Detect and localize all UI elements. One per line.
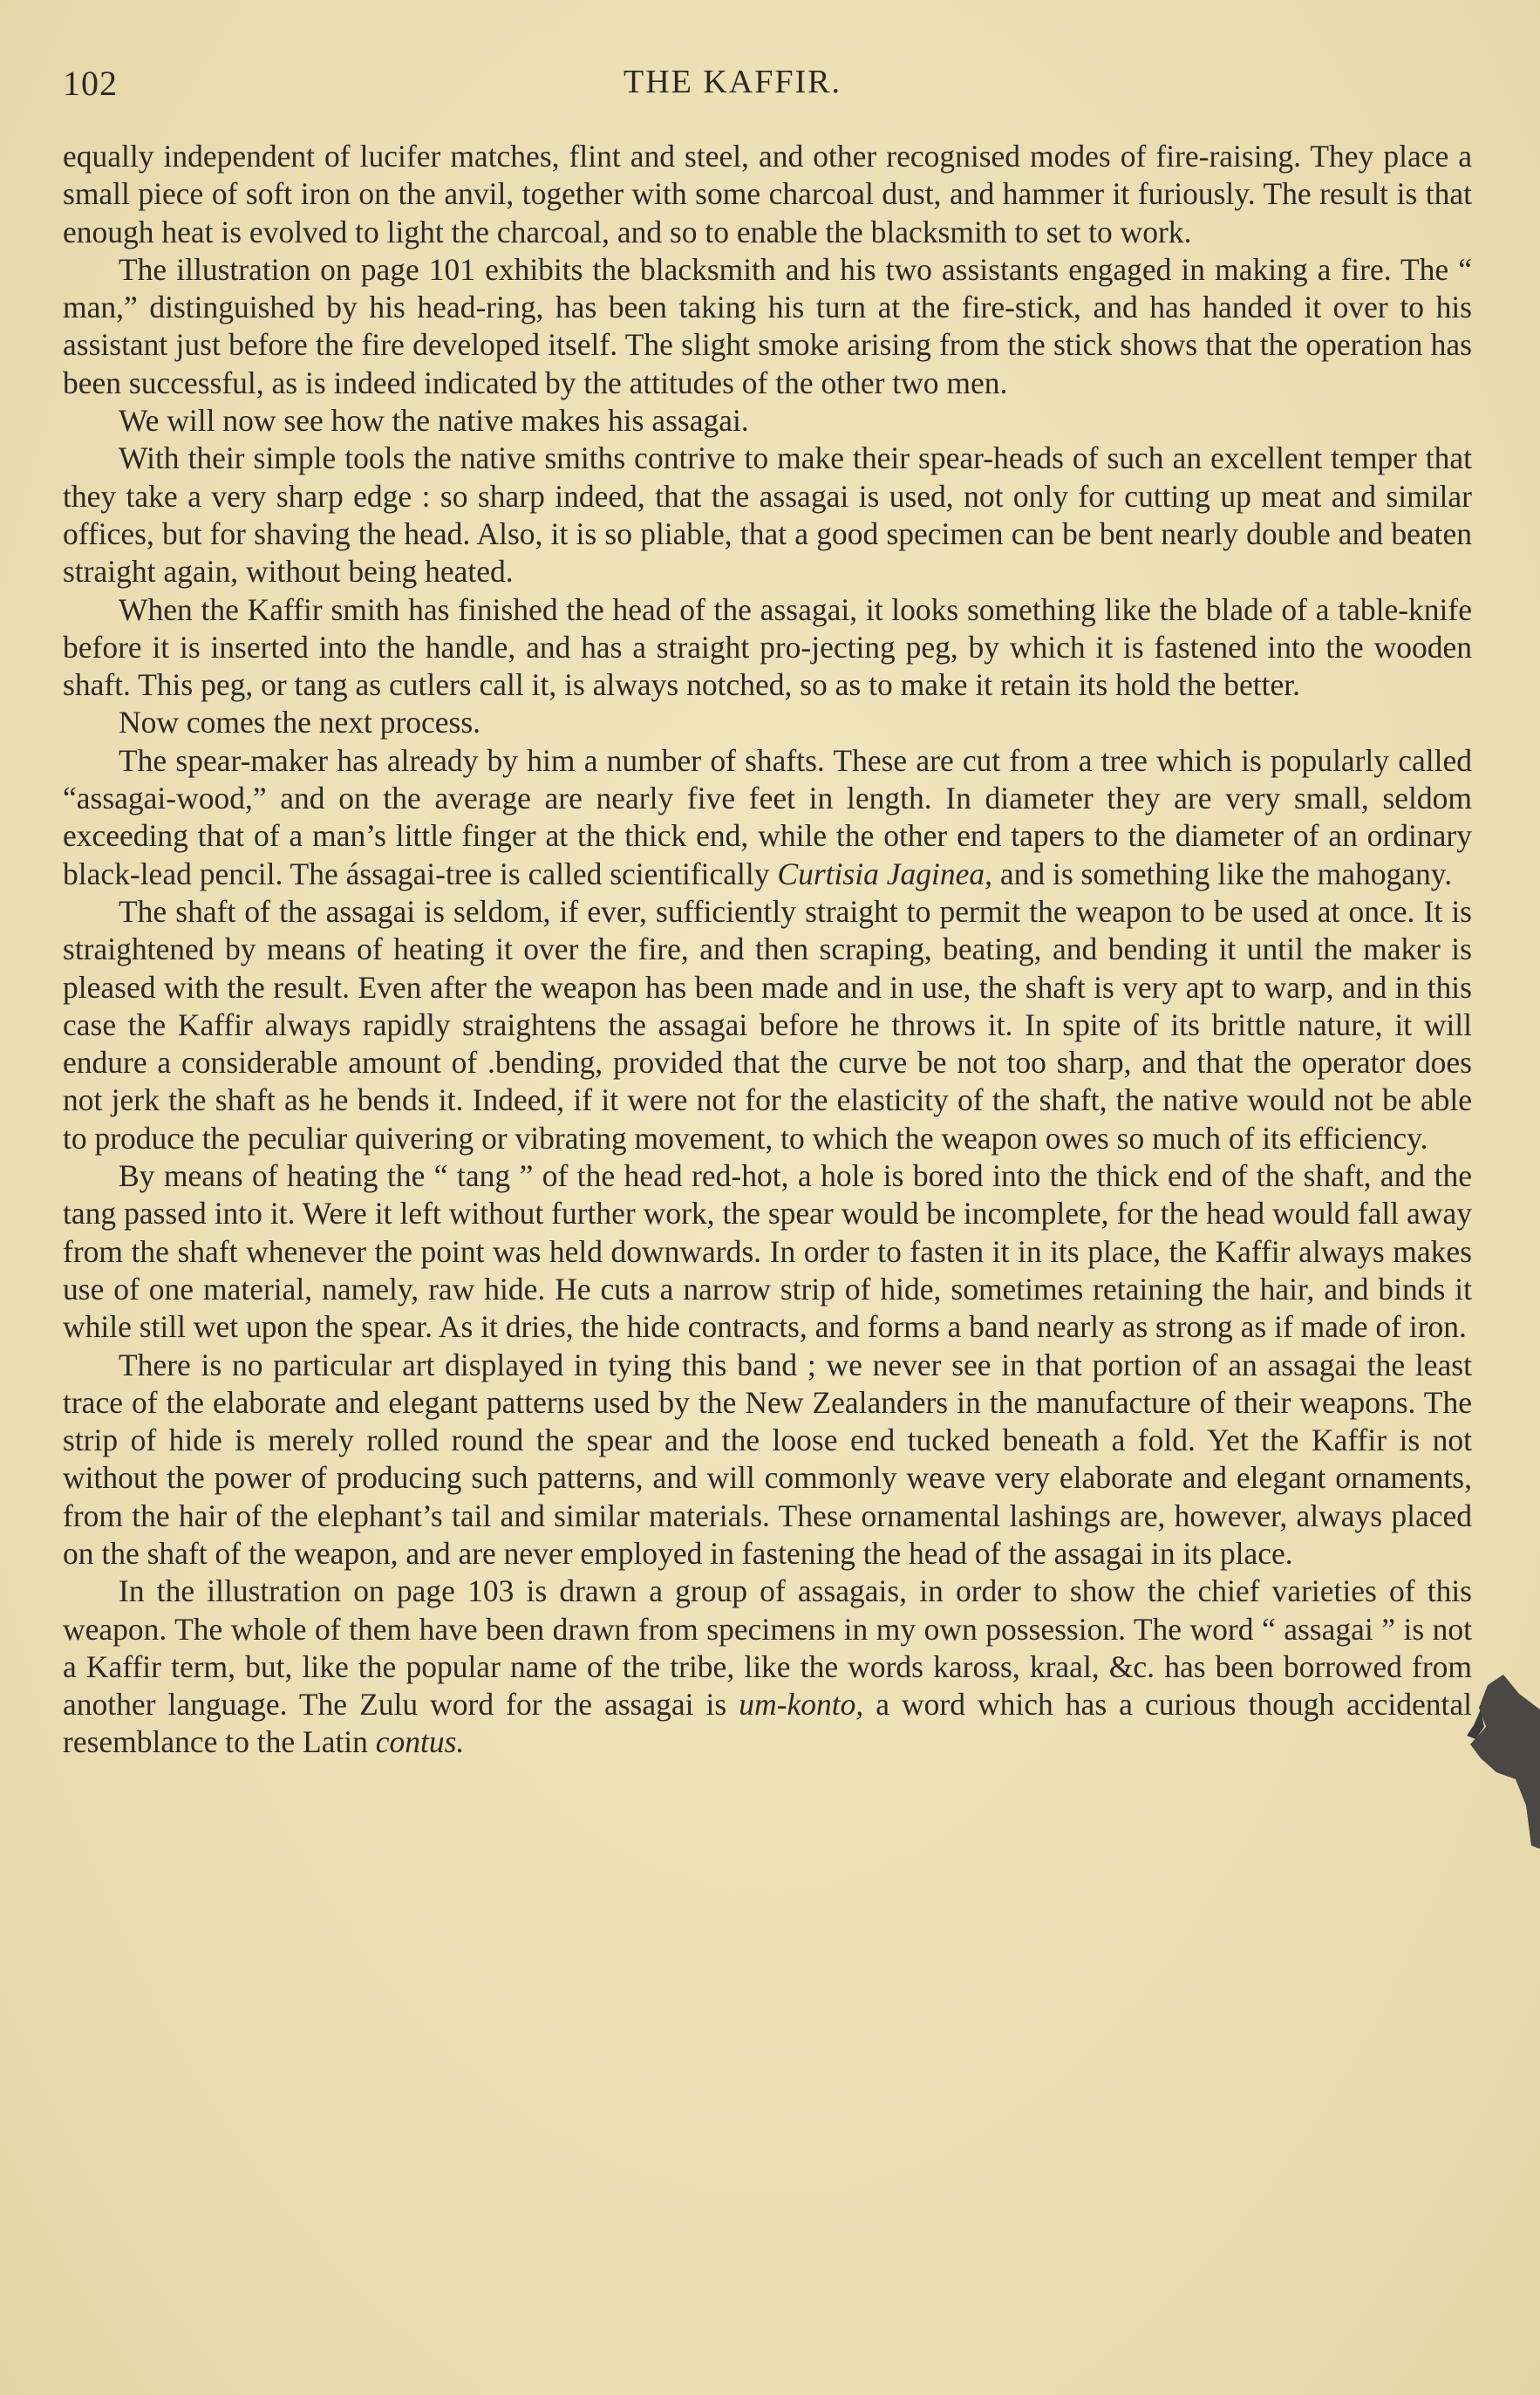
paragraph-text: The shaft of the assagai is seldom, if ever, sufficiently straight to permit the weapon to be used at once. It is straightened by means of heating it over the fire, and then scraping, beating, and bending it until the maker is pleased with the result. Even after the weapon has been made and in use, the shaft is very apt to warp, and in this case the Kaffir always rapidly straightens the assagai before he throws it. In spite of its brittle nature, it will endure a considerable amount of .bending, provided that the curve be not too sharp, and that the operator does not jerk the shaft as he bends it. Indeed, if it were not for the elasticity of the shaft, the native would not be able to produce the peculiar quivering or vibrating movement, to which the weapon owes so much of its efficiency. — [63, 893, 1472, 1156]
paragraph — [63, 591, 1472, 705]
paragraph-text: a word which has a curious though accidental resemblance to the Latin — [63, 1687, 1473, 1760]
page-number: 102 — [63, 64, 118, 103]
body-text — [63, 138, 1472, 1762]
paragraph-text: The spear-maker has already by him a number of shafts. These are cut from a tree which is popularly called “assagai-wood,” and on the average are nearly five feet in length. In diameter they are very small, seldom exceeding that of a man’s little finger at the thick end, while the other end tapers to the diameter of an ordinary black-lead pencil. The ássagai-tree is called scientifically — [63, 742, 1472, 891]
paragraph — [63, 440, 1472, 590]
paragraph — [63, 251, 1472, 402]
paragraph-text: There is no particular art displayed in tying this band ; we never see in that portion of an assagai the least trace of the elaborate and elegant patterns used by the New Zealanders in the manufacture of their weapons. The strip of hide is merely rolled round the spear and the loose end tucked beneath a fold. Yet the Kaffir is not without the power of producing such patterns, and will commonly weave very elaborate and elegant ornaments, from the hair of the elephant’s tail and similar materials. These ornamental lashings are, however, always placed on the shaft of the weapon, and are never employed in fastening the head of the assagai in its place. — [63, 1347, 1472, 1571]
page-header — [63, 63, 1475, 115]
paragraph-text: The illustration on page 101 exhibits the blacksmith and his two assistants engaged in making a fire. The “ man,” distinguished by his head-ring, has been taking his turn at the fire-stick, and has handed it over to his assistant just before the fire developed itself. The slight smoke arising from the stick shows that the operation has been successful, as is indeed indicated by the attitudes of the other two men. — [63, 251, 1472, 400]
paragraph-text: equally independent of lucifer matches, flint and steel, and other recognised modes of fire-raising. They place a small piece of soft iron on the anvil, together with some charcoal dust, and hammer it furiously. The result is that enough heat is evolved to light the charcoal, and so to enable the blacksmith to set to work. — [63, 139, 1472, 249]
paragraph — [63, 893, 1472, 1157]
page-tear-mark — [1435, 1675, 1540, 1849]
paragraph — [63, 1157, 1472, 1346]
paragraph — [63, 742, 1472, 893]
running-head: THE KAFFIR. — [623, 64, 842, 100]
italic-text: Curtisia Jaginea, — [777, 856, 992, 891]
paragraph-text: When the Kaffir smith has finished the head of the assagai, it looks something like the blade of a table-knife before it is inserted into the handle, and has a straight pro-jecting peg, by which it is fastened into the wooden shaft. This peg, or tang as cutlers call it, is always notched, so as to make it retain its hold the better. — [63, 591, 1472, 703]
italic-text: contus. — [375, 1724, 465, 1760]
paragraph-text: Now comes the next process. — [119, 705, 481, 740]
paragraph — [63, 402, 1472, 440]
paragraph — [63, 1347, 1472, 1573]
paragraph-text: In the illustration on page 103 is drawn a group of assagais, in order to show the chief varieties of this weapon. The whole of them have been drawn from specimens in my own possession. The word “ assagai ” is not a Kaffir term, but, like the popular name of the tribe, like the words kaross, kraal, &c. has been borrowed from another language. The Zulu word for the assagai is — [63, 1573, 1472, 1723]
paragraph — [63, 704, 1472, 741]
paragraph-text: We will now see how the native makes his assagai. — [119, 403, 749, 439]
paragraph-text: By means of heating the “ tang ” of the head red-hot, a hole is bored into the thick end of the shaft, and the tang passed into it. Were it left without further work, the spear would be incomplete, for the head would fall away from the shaft whenever the point was held downwards. In order to fasten it in its place, the Kaffir always makes use of one material, namely, raw hide. He cuts a narrow strip of hide, sometimes retaining the hair, and binds it while still wet upon the spear. As it dries, the hide contracts, and forms a band nearly as strong as if made of iron. — [63, 1158, 1472, 1345]
italic-text: um-konto, — [739, 1687, 864, 1723]
paragraph-text: With their simple tools the native smiths contrive to make their spear-heads of such an excellent temper that they take a very sharp edge : so sharp indeed, that the assagai is used, not only for cutting up meat and similar offices, but for shaving the head. Also, it is so pliable, that a good specimen can be bent nearly double and beaten straight again, without being heated. — [63, 440, 1472, 590]
paragraph-text: and is something like the mahogany. — [991, 856, 1453, 891]
paragraph — [63, 1573, 1472, 1761]
paragraph — [63, 138, 1472, 251]
